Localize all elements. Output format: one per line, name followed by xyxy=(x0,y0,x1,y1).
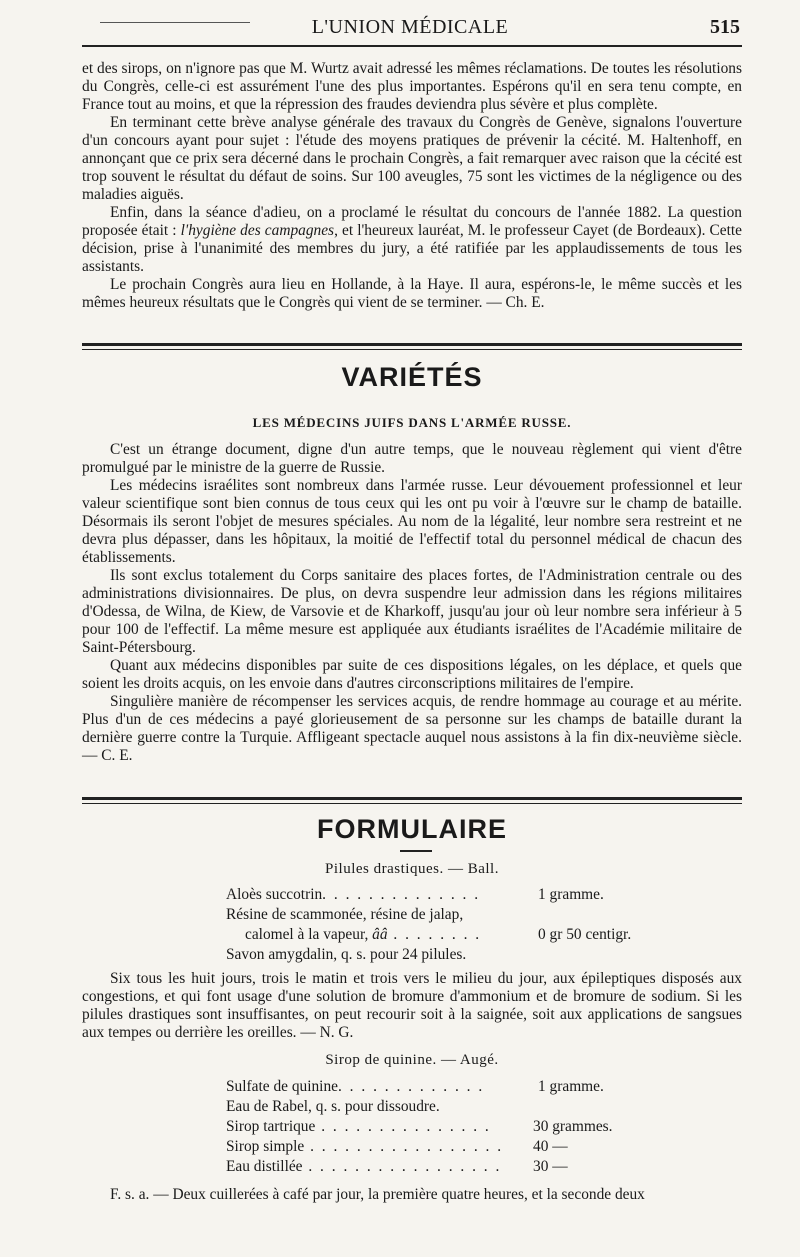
leader-dots: . . . . . . . . xyxy=(387,926,482,943)
ingredient-amount: 1 gramme. xyxy=(538,1078,604,1095)
page-number: 515 xyxy=(710,16,740,38)
ingredient-amount: 30 — xyxy=(533,1158,568,1175)
ingredient-amount: 0 gr 50 centigr. xyxy=(538,926,632,943)
section-title-varietes: VARIÉTÉS xyxy=(341,362,483,392)
ingredient-name: Savon amygdalin, q. s. pour 24 pilules. xyxy=(226,946,467,963)
ingredient-amount: 30 grammes. xyxy=(533,1118,613,1135)
text-span: , et l'heureux lauréat, M. le professeur Cayet (de Bordeaux). Cette décision, prise à l'unanimité des membres du jury, a été ratifiée par les applaudissements de tous les assistants. xyxy=(82,222,742,275)
ingredient-name: Eau de Rabel, q. s. pour dissoudre. xyxy=(226,1098,440,1115)
ingredient-name xyxy=(226,1158,501,1176)
ingredient-name: Résine de scammonée, résine de jalap, xyxy=(226,906,464,923)
section-rule xyxy=(82,343,742,346)
paragraph: Singulière manière de récompenser les services acquis, de rendre hommage au courage et au mérite. Plus d'un de ces médecins a payé glorieusement de sa personne sur les champs de bataille durant la dernière guerre contre la Turquie. Affligeant spectacle auquel nous assistons à la fin dix-neuvième siècle. — C. E. xyxy=(82,693,742,764)
leader-dots: . . . . . . . . . . . . . xyxy=(337,1078,485,1095)
paragraph: Le prochain Congrès aura lieu en Hollande, à la Haye. Il aura, espérons-le, le même succès et les mêmes heureux résultats que le Congrès qui vient de se terminer. — Ch. E. xyxy=(82,276,742,311)
ingredient-name xyxy=(245,926,481,944)
journal-title: L'UNION MÉDICALE xyxy=(311,16,509,38)
italic-text: l'hygiène des campagnes xyxy=(180,222,335,239)
article-subtitle: LES MÉDECINS JUIFS DANS L'ARMÉE RUSSE. xyxy=(252,415,572,430)
ingredient-amount: 1 gramme. xyxy=(538,886,604,903)
section-rule xyxy=(82,797,742,800)
intro-text xyxy=(82,60,742,312)
running-header xyxy=(80,16,740,44)
varietes-text xyxy=(82,441,742,765)
ingredient-name xyxy=(226,1078,484,1096)
recipe-title: Pilules drastiques. — Ball. xyxy=(325,861,499,877)
ingredient-label: Eau distillée xyxy=(226,1158,303,1175)
section-rule xyxy=(82,349,742,350)
ingredient-note: ââ xyxy=(372,926,388,943)
ingredient-amount: 40 — xyxy=(533,1138,568,1155)
paragraph xyxy=(82,204,742,276)
ingredient-label: Sulfate de quinine xyxy=(226,1078,338,1095)
paragraph: Ils sont exclus totalement du Corps sanitaire des places fortes, de l'Administration centrale ou des administrations divisionnaires. De plus, on devra suspendre leur admission dans les régions militaires d'Odessa, de Wilna, de Kiew, de Varsovie et de Kharkoff, jusqu'au jour où leur nombre sera inférieur à 5 pour 100 de l'effectif. La même mesure est appliquée aux étudiants israélites de l'Académie militaire de Saint-Pétersbourg. xyxy=(82,567,742,656)
recipe-instructions xyxy=(82,1186,742,1204)
title-underline xyxy=(400,850,432,852)
ingredient-label: Sirop tartrique xyxy=(226,1118,316,1135)
paragraph: et des sirops, on n'ignore pas que M. Wurtz avait adressé les mêmes réclamations. De toutes les résolutions du Congrès, celle-ci est assurément l'une des plus importantes. Espérons qu'il en sera tenu compte, en France tout au moins, et que la répression des fraudes deviendra plus sévère et plus complète. xyxy=(82,60,742,113)
paragraph: F. s. a. — Deux cuillerées à café par jour, la première quatre heures, et la seconde deux xyxy=(110,1186,645,1203)
paragraph: Six tous les huit jours, trois le matin et trois vers le milieu du jour, aux épileptiques disposés aux congestions, et qui font usage d'une solution de bromure d'ammonium et de bromure de sodium. Si les pilules drastiques sont insuffisantes, on peut recourir soit à la saignée, soit aux applications de sangsues aux tempes ou derrière les oreilles. — N. G. xyxy=(82,970,742,1041)
ingredient-name xyxy=(226,1138,503,1156)
ingredient-label: Aloès succotrin xyxy=(226,886,323,903)
ingredient-label: calomel à la vapeur, xyxy=(245,926,369,943)
leader-dots: . . . . . . . . . . . . . . . . . xyxy=(302,1158,502,1175)
paragraph: Les médecins israélites sont nombreux dans l'armée russe. Leur dévouement professionnel et leur valeur scientifique sont bien connus de tous ceux qui les ont pu voir à l'œuvre sur le champ de bataille. Désormais ils seront l'objet de mesures spéciales. Au nom de la légalité, leur nombre sera restreint et ne devra plus dépasser, dans les hôpitaux, la moitié de l'effectif total du personnel médical de chacun des établissements. xyxy=(82,477,742,566)
leader-dots: . . . . . . . . . . . . . . . . . xyxy=(304,1138,504,1155)
text-span: Enfin, dans la séance d'adieu, on a proclamé le résultat du concours de l'année 1882. La question proposée était : xyxy=(82,204,742,239)
leader-dots: . . . . . . . . . . . . . . . xyxy=(315,1118,491,1135)
paragraph: En terminant cette brève analyse générale des travaux du Congrès de Genève, signalons l'ouverture d'un concours ayant pour sujet : l'étude des moyens pratiques de prévenir la cécité. M. Haltenhoff, en annonçant que ce prix sera décerné dans le prochain Congrès, a fait remarquer avec raison que la cécité est trop souvent le résultat du défaut de soins. Sur 100 aveugles, 75 sont les victimes de la négligence ou des maladies aiguës. xyxy=(82,114,742,203)
section-rule xyxy=(82,803,742,804)
ingredient-name xyxy=(226,1118,491,1136)
ingredient-label: Sirop simple xyxy=(226,1138,305,1155)
header-rule xyxy=(82,45,742,47)
section-title-formulaire: FORMULAIRE xyxy=(317,814,507,844)
ingredient-name xyxy=(226,886,480,904)
recipe-instructions xyxy=(82,970,742,1042)
paragraph: Quant aux médecins disponibles par suite de ces dispositions légales, on les déplace, et quels que soient les droits acquis, on les envoie dans d'autres circonscriptions militaires de l'empire. xyxy=(82,657,742,692)
leader-dots: . . . . . . . . . . . . . . xyxy=(322,886,481,903)
paragraph: C'est un étrange document, digne d'un autre temps, que le nouveau règlement qui vient d'être promulgué par le ministre de la guerre de Russie. xyxy=(82,441,742,476)
recipe-title: Sirop de quinine. — Augé. xyxy=(325,1052,499,1068)
